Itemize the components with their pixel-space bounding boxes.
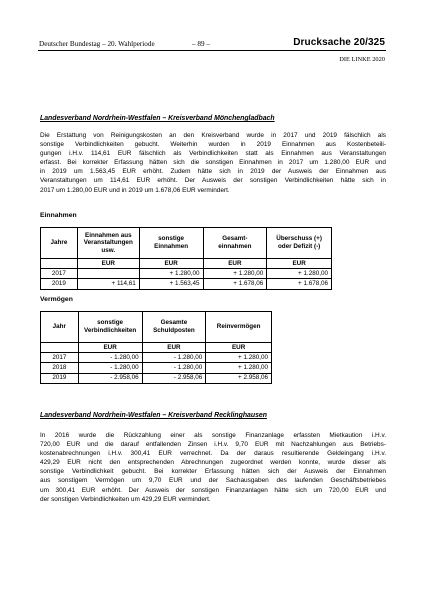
value-cell [77,269,139,279]
column-header: sonstige Einnahmen [139,228,203,259]
header-publisher: Deutscher Bundestag – 20. Wahlperiode [39,40,155,48]
paragraph-moenchengladbach [40,131,386,195]
value-cell: - 1.280,00 [78,363,142,373]
paragraph-line: in 2019 um 1.563,45 EUR erhöht. Zudem hätte sich in 2019 der Ausweis der Einnahmen aus [40,168,386,176]
unit-cell: EUR [206,343,272,353]
paragraph-line: Veranstaltungen um 114,61 EUR erhöht. Der Ausweis der sonstigen Verbindlichkeiten hätte sich in [40,177,386,185]
value-cell: - 1.280,00 [78,353,142,363]
table-row [41,373,272,383]
paragraph-line: sonstige Verbindlichkeiten gebucht. Weiterhin wurden in 2019 Einnahmen aus Kostenbeteili- [40,141,386,149]
value-cell: + 1.280,00 [139,269,203,279]
column-header: Reinvermögen [206,312,272,343]
year-cell: 2019 [41,279,78,289]
value-cell: + 114,61 [77,279,139,289]
column-header: Überschuss (+) oder Defizit (-) [267,228,332,259]
value-cell: - 1.280,00 [142,353,206,363]
paragraph-line: 2017 um 1.280,00 EUR und in 2019 um 1.678,06 EUR vermindert. [40,186,230,194]
paragraph-line: aus sonstigem Vermögen um 9,70 EUR und der Sachausgaben des laufenden Geschäftsbetriebes [40,477,386,485]
unit-row [41,343,272,353]
value-cell: + 1.678,06 [267,279,332,289]
unit-cell: EUR [203,259,267,269]
table-row [41,279,332,289]
unit-cell: EUR [267,259,332,269]
table-row [41,353,272,363]
paragraph-line: erfasst. Bei korrekter Erfassung hätten sich die sonstigen Einnahmen in 2017 um 1.280,00 EUR und [40,159,386,167]
paragraph-line: gungen i.H.v. 114,61 EUR fälschlich als Verbindlichkeiten statt als Einnahmen aus Veranstaltungen [40,150,386,158]
value-cell: + 1.280,00 [203,269,267,279]
paragraph-line: Die Erstattung von Reinigungskosten an den Kreisverband wurde in 2017 und 2019 fälschlich als [40,132,386,139]
vermoegen-label: Vermögen [40,296,73,303]
table-row [41,269,332,279]
value-cell: + 1.280,00 [206,363,272,373]
year-cell: 2017 [41,269,78,279]
column-header: sonstige Verbindlichkeiten [78,312,142,343]
paragraph-line: sonstige Verbindlichkeit gebucht. Bei korrekter Erfassung hätten sich der Ausweis der Einnahmen [40,468,386,476]
unit-cell: EUR [142,343,206,353]
value-cell: + 1.280,00 [206,353,272,363]
unit-row [41,259,332,269]
paragraph-line: der sonstigen Verbindlichkeiten um 429,29 EUR vermindert. [40,495,211,503]
year-cell: 2017 [41,353,79,363]
section-title-moenchengladbach: Landesverband Nordrhein-Westfalen – Kreisverband Mönchengladbach [40,115,275,122]
paragraph-recklinghausen [40,431,386,504]
unit-cell: EUR [78,343,142,353]
unit-cell: EUR [139,259,203,269]
paragraph-line: 720,00 EUR und die darauf entfallenden Zinsen i.H.v. 9,70 EUR mit Nachzahlungen aus Betriebs- [40,441,386,449]
value-cell: - 1.280,00 [142,363,206,373]
vermoegen-table [40,311,272,384]
column-header: Jahre [41,228,78,259]
unit-cell: EUR [77,259,139,269]
table-row [41,363,272,373]
header-drucksache: Drucksache 20/325 [293,37,385,48]
header-rule [38,50,386,51]
paragraph-line: 429,29 EUR nicht den entsprechenden Abrechnungen zugeordnet werden konnte, wurde dieser als [40,459,386,467]
year-cell: 2018 [41,363,79,373]
paragraph-line: um 300,41 EUR erhöht. Der Ausweis der sonstigen Finanzanlagen hätte sich um 720,00 EUR und [40,486,386,494]
header-page-number: – 89 – [192,40,210,48]
value-cell: - 2.958,06 [142,373,206,383]
paragraph-line: In 2016 wurde die Rückzahlung einer als sonstige Finanzanlage erfassten Mietkaution i.H.v. [40,432,386,439]
value-cell: + 1.563,45 [139,279,203,289]
value-cell: + 1.678,06 [203,279,267,289]
value-cell: + 2.958,06 [206,373,272,383]
year-cell: 2019 [41,373,79,383]
table-header-row [41,228,332,259]
column-header: Jahr [41,312,79,343]
paragraph-line: kostenabrechnungen i.H.v. 300,41 EUR verrechnet. Da der daraus resultierende Geldeingang i.H.v. [40,450,386,458]
section-title-recklinghausen: Landesverband Nordrhein-Westfalen – Kreisverband Recklinghausen [40,412,267,419]
column-header: Gesamt-einnahmen [203,228,267,259]
einnahmen-label: Einnahmen [40,212,77,219]
column-header: Gesamte Schuldposten [142,312,206,343]
table-header-row [41,312,272,343]
einnahmen-table [40,227,332,290]
header-party: DIE LINKE 2020 [339,56,385,63]
column-header: Einnahmen aus Veranstaltungen usw. [77,228,139,259]
value-cell: - 2.958,06 [78,373,142,383]
value-cell: + 1.280,00 [267,269,332,279]
